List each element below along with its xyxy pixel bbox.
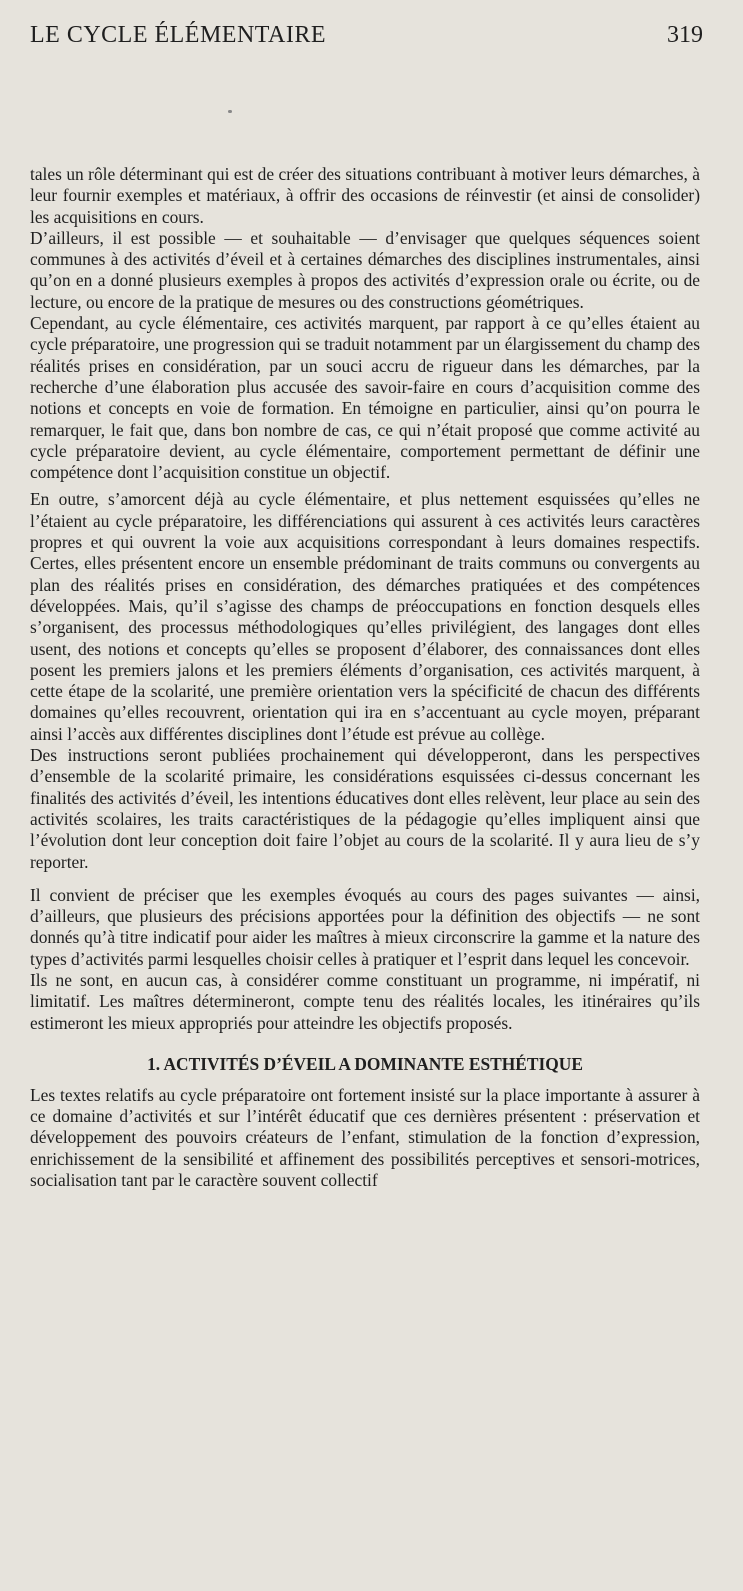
- page-number: 319: [667, 22, 703, 48]
- section-paragraph: Les textes relatifs au cycle préparatoire ont fortement insisté sur la place importante à assurer à ce domaine d’activités et sur l’intérêt éducatif que ces dernières présentent : préservation et développement des pouvoirs créateurs de l’enfant, stimulation de la fonction d’expression, enrichissement de la sensibilité et affinement des possibilités perceptives et sensori-motrices, socialisation tant par le caractère souvent collectif: [30, 1084, 700, 1191]
- print-speck: [228, 110, 232, 113]
- paragraph: Cependant, au cycle élémentaire, ces activités marquent, par rapport à ce qu’elles étaient au cycle préparatoire, une progression qui se traduit notamment par un élargissement du champ des réalités prises en considération, par un souci accru de rigueur dans les démarches, par la recherche d’une élaboration plus accusée des savoir-faire en cours d’acquisition comme des notions et concepts en voie de formation. En témoigne en particulier, ainsi qu’on pourra le remarquer, le fait que, dans bon nombre de cas, ce qui n’était proposé que comme activité au cycle préparatoire devient, au cycle élémentaire, comportement permettant de définir une compétence dont l’acquisition constitue un objectif.: [30, 313, 700, 483]
- running-header: [30, 22, 703, 56]
- paragraph: Des instructions seront publiées prochainement qui développeront, dans les perspectives d’ensemble de la scolarité primaire, les considérations esquissées ci-dessus concernant les finalités des activités d’éveil, les intentions éducatives dont elles relèvent, leur place au sein des activités scolaires, les traits caractéristiques de la pédagogie qu’elles impliquent ainsi que l’évolution dont leur conception doit faire l’objet au cours de la scolarité. Il y aura lieu de s’y reporter.: [30, 745, 700, 872]
- section-heading: 1. ACTIVITÉS D’ÉVEIL A DOMINANTE ESTHÉTIQUE: [147, 1053, 583, 1074]
- body-text: [30, 164, 700, 1191]
- paragraph: En outre, s’amorcent déjà au cycle élémentaire, et plus nettement esquissées qu’elles ne l’étaient au cycle préparatoire, les différenciations qui assurent à ces activités leurs caractères propres et qui ouvrent la voie aux acquisitions correspondant à leurs domaines respectifs. Certes, elles présentent encore un ensemble prédominant de traits communs ou convergents au plan des réalités prises en considération, des démarches pratiquées et des compétences développées. Mais, qu’il s’agisse des champs de préoccupations en fonction desquels elles s’organisent, des processus méthodologiques qu’elles privilégient, des langages dont elles usent, des notions et concepts qu’elles se proposent d’élaborer, des connaissances dont elles posent les premiers jalons et les premiers éléments d’organisation, ces activités marquent, à cette étape de la scolarité, une première orientation vers la spécificité de chacun des différents domaines qu’elles recouvrent, orientation qui ira en s’accentuant au cycle moyen, préparant ainsi l’accès aux différentes disciplines dont l’étude est prévue au collège.: [30, 489, 700, 744]
- paragraph: Ils ne sont, en aucun cas, à considérer comme constituant un programme, ni impératif, ni limitatif. Les maîtres détermineront, compte tenu des réalités locales, les itinéraires qu’ils estimeront les mieux appropriés pour atteindre les objectifs proposés.: [30, 969, 700, 1033]
- paragraph: D’ailleurs, il est possible — et souhaitable — d’envisager que quelques séquences soient communes à des activités d’éveil et à certaines démarches des disciplines instrumentales, ainsi qu’on en a donné plusieurs exemples à propos des activités d’expression orale ou écrite, ou de lecture, ou encore de la pratique de mesures ou des constructions géométriques.: [30, 227, 700, 312]
- paragraph: tales un rôle déterminant qui est de créer des situations contribuant à motiver leurs démarches, à leur fournir exemples et matériaux, à offrir des occasions de réinvestir (et ainsi de consolider) les acquisitions en cours.: [30, 164, 700, 227]
- running-title: LE CYCLE ÉLÉMENTAIRE: [30, 22, 327, 48]
- paragraph: Il convient de préciser que les exemples évoqués au cours des pages suivantes — ainsi, d’ailleurs, que plusieurs des précisions apportées pour la définition des objectifs — ne sont donnés qu’à titre indicatif pour aider les maîtres à mieux circonscrire la gamme et la nature des types d’activités parmi lesquelles choisir celles à pratiquer et l’esprit dans lequel les concevoir.: [30, 884, 700, 969]
